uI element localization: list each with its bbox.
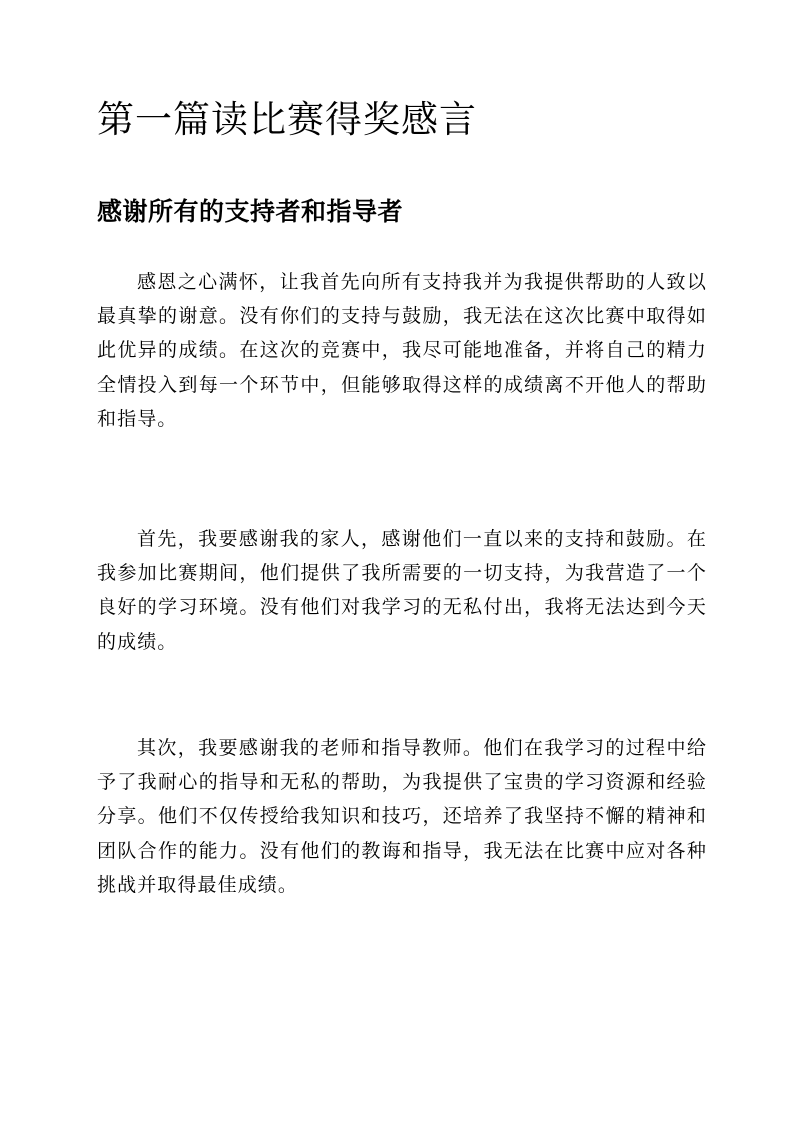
paragraph-3: 其次，我要感谢我的老师和指导教师。他们在我学习的过程中给予了我耐心的指导和无私的帮助，为我提供了宝贵的学习资源和经验分享。他们不仅传授给我知识和技巧，还培养了我坚持不懈的精神和团队合作的能力。没有他们的教诲和指导，我无法在比赛中应对各种挑战并取得最佳成绩。 (97, 737, 707, 896)
section-heading: 感谢所有的支持者和指导者 (97, 197, 404, 226)
paragraph-2: 首先，我要感谢我的家人，感谢他们一直以来的支持和鼓励。在我参加比赛期间，他们提供了我所需要的一切支持，为我营造了一个良好的学习环境。没有他们对我学习的无私付出，我将无法达到今天的成绩。 (97, 528, 707, 653)
document-title: 第一篇读比赛得奖感言 (97, 98, 477, 141)
paragraph-1: 感恩之心满怀，让我首先向所有支持我并为我提供帮助的人致以最真挚的谢意。没有你们的支持与鼓励，我无法在这次比赛中取得如此优异的成绩。在这次的竞赛中，我尽可能地准备，并将自己的精力全情投入到每一个环节中，但能够取得这样的成绩离不开他人的帮助和指导。 (97, 271, 707, 430)
